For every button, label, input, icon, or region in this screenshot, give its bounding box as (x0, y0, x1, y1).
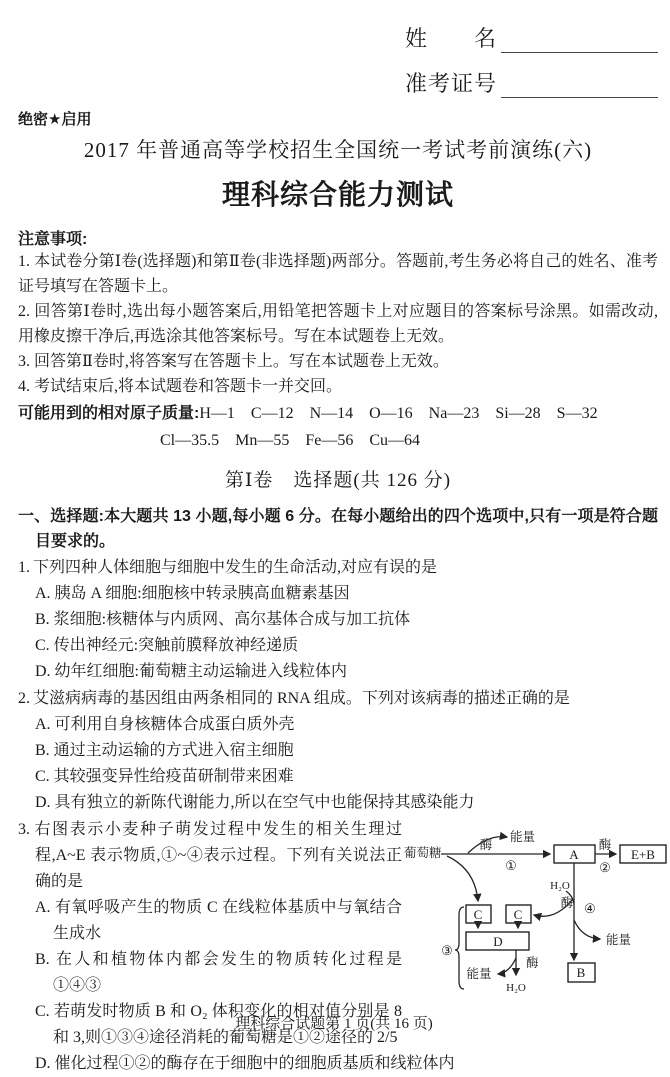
question-3-option-c: C. 若萌发时物质 B 和 O₂ 体积变化的相对值分别是 8 和 3,则①③④途径消耗的葡萄糖是①②途径的 2/5 (35, 1003, 402, 1046)
glucose-label: 葡萄糖 (404, 846, 442, 860)
notice-item-3: 3. 回答第Ⅱ卷时,将答案写在答题卡上。写在本试题卷上无效。 (18, 353, 449, 370)
process-2-label: ② (599, 860, 611, 875)
glucose-to-c-arrow (447, 856, 478, 901)
energy-label-bottom: 能量 (466, 967, 492, 981)
atomic-mass-line1 (18, 400, 658, 423)
question-3-option-d: D. 催化过程①②的酶存在于细胞中的细胞质基质和线粒体内 (35, 1055, 455, 1072)
enzyme-label: 酶 (560, 896, 574, 910)
atomic-mass-label: 可能用到的相对原子质量: (18, 405, 200, 422)
process-1-label: ① (505, 858, 517, 873)
process-4-label: ④ (584, 901, 596, 916)
box-c1-label: C (473, 907, 483, 922)
notice-item-1: 1. 本试卷分第Ⅰ卷(选择题)和第Ⅱ卷(非选择题)两部分。答题前,考生务必将自己的姓名、准考证号填写在答题卡上。 (18, 253, 658, 295)
box-c2-label: C (513, 907, 523, 922)
question-2-option-a: A. 可利用自身核糖体合成蛋白质外壳 (35, 716, 295, 733)
brace-3 (455, 907, 464, 989)
box-eb-label: E+B (631, 847, 655, 862)
question-2-stem (18, 686, 658, 712)
metabolism-diagram (402, 817, 670, 1017)
energy-label-top: 能量 (510, 830, 536, 844)
question-number: 2. (18, 690, 30, 707)
energy-label-right: 能量 (606, 933, 632, 947)
question-stem-text: 下列四种人体细胞与细胞中发生的生命活动,对应有误的是 (33, 559, 438, 576)
process-3-label: ③ (441, 943, 453, 958)
notice-heading: 注意事项: (18, 231, 88, 248)
question-3-option-a: A. 有氧呼吸产生的物质 C 在线粒体基质中与氧结合生成水 (35, 899, 402, 942)
question-1 (18, 555, 658, 685)
box-b-label: B (576, 965, 586, 980)
header-fields (405, 8, 658, 98)
enzyme-label: 酶 (526, 956, 539, 970)
atomic-mass-values: H—1 C—12 N—14 O—16 Na—23 Si—28 S—32 (199, 405, 598, 422)
notice-item-2: 2. 回答第Ⅰ卷时,选出每小题答案后,用铅笔把答题卡上对应题目的答案标号涂黑。如需改动,用橡皮擦干净后,再选涂其他答案标号。写在本试题卷上无效。 (18, 303, 658, 345)
name-field-row (405, 8, 658, 53)
question-2-option-d: D. 具有独立的新陈代谢能力,所以在空气中也能保持其感染能力 (35, 794, 475, 811)
page-title: 理科综合能力测试 (221, 179, 454, 210)
section-heading: 第Ⅰ卷 选择题(共 126 分) (224, 470, 452, 491)
page-footer: 理科综合试题第 1 页(共 16 页) (235, 1016, 433, 1032)
question-1-option-d: D. 幼年红细胞:葡萄糖主动运输进入线粒体内 (35, 663, 348, 680)
energy-arrow-right (574, 920, 600, 939)
atomic-mass-line2: Cl—35.5 Mn—55 Fe—56 Cu—64 (160, 432, 421, 449)
question-2-option-c: C. 其较强变异性给疫苗研制带来困难 (35, 768, 294, 785)
question-1-stem (18, 555, 658, 581)
question-stem-text: 右图表示小麦种子萌发过程中发生的相关生理过程,A~E 表示物质,①~④表示过程。下列有关说法正确的是 (33, 821, 402, 890)
question-1-option-b: B. 浆细胞:核糖体与内质网、高尔基体合成与加工抗体 (35, 611, 411, 628)
water-label: H₂O (506, 982, 526, 994)
question-3-option-b: B. 在人和植物体内都会发生的物质转化过程是①④③ (35, 951, 402, 994)
energy-arrow-bottom (498, 958, 516, 974)
name-field-line (501, 7, 658, 53)
box-a-label: A (569, 847, 579, 862)
exam-no-field-label: 准考证号 (405, 71, 498, 96)
question-stem-text: 艾滋病病毒的基因组由两条相同的 RNA 组成。下列对该病毒的描述正确的是 (33, 690, 570, 707)
box-d-label: D (493, 934, 503, 949)
enzyme-label: 酶 (598, 838, 612, 852)
question-number: 1. (18, 559, 30, 576)
notice-item-4: 4. 考试结束后,将本试题卷和答题卡一并交回。 (18, 378, 343, 395)
question-number: 3. (18, 821, 30, 838)
question-2 (18, 686, 658, 816)
exam-session-title: 2017 年普通高等学校招生全国统一考试考前演练(六) (83, 138, 593, 162)
name-field-label: 姓 名 (405, 26, 498, 51)
enzyme-label: 酶 (479, 838, 493, 852)
exam-no-field-line (501, 52, 658, 98)
question-1-option-c: C. 传出神经元:突触前膜释放神经递质 (35, 637, 299, 654)
secrecy-label: 绝密★启用 (18, 111, 92, 128)
question-3 (18, 817, 658, 1077)
section-instructions: 一、选择题:本大题共 13 小题,每小题 6 分。在每小题给出的四个选项中,只有一项是符合题目要求的。 (18, 508, 658, 550)
water-label: H₂O (550, 880, 570, 892)
question-2-option-b: B. 通过主动运输的方式进入宿主细胞 (35, 742, 294, 759)
exam-no-field-row (405, 53, 658, 98)
question-1-option-a: A. 胰岛 A 细胞:细胞核中转录胰高血糖素基因 (35, 585, 350, 602)
